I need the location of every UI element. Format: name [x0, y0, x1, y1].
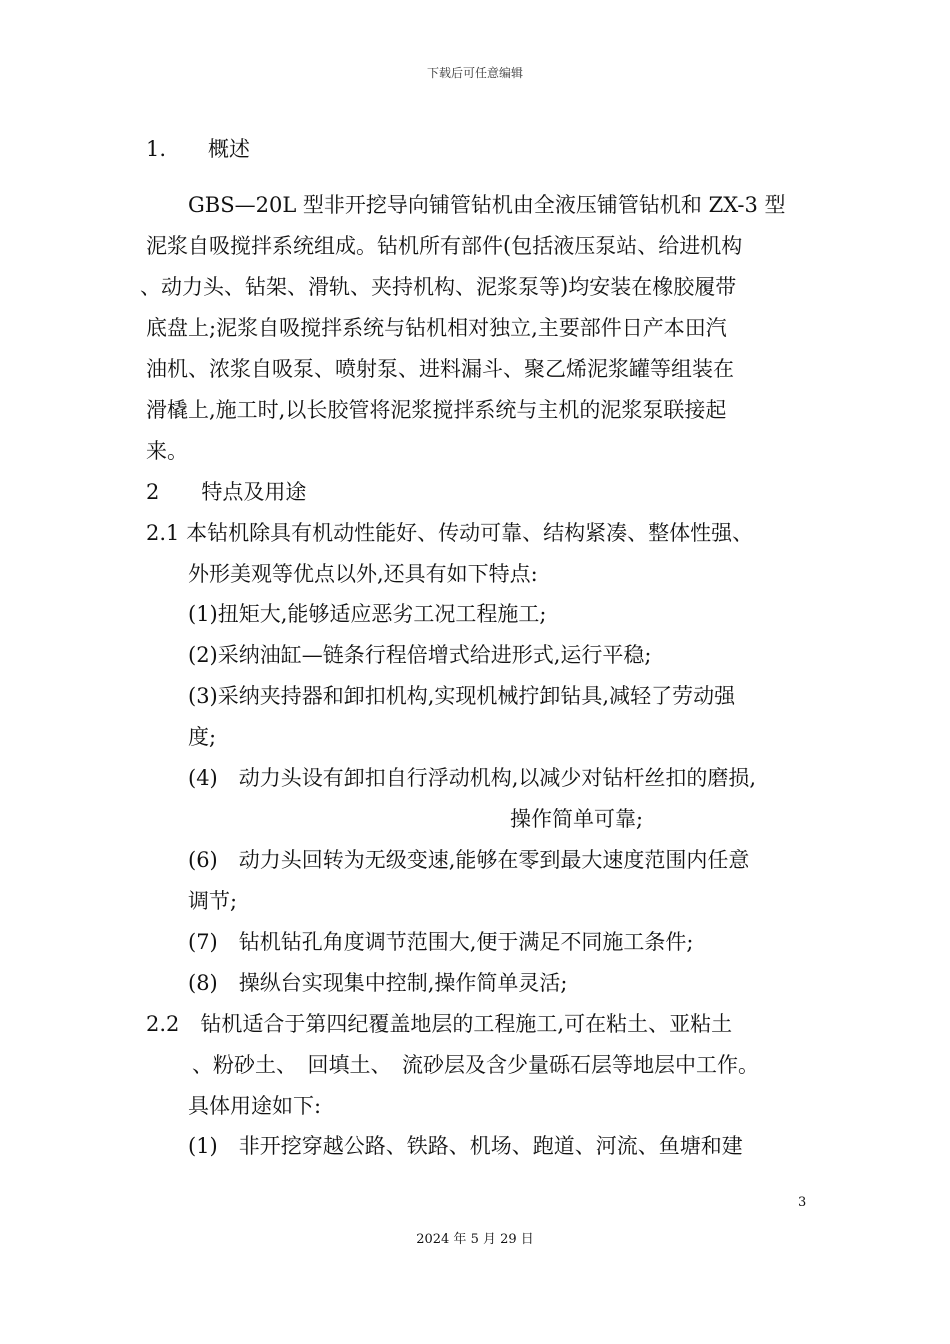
paragraph-line: 具体用途如下:	[188, 1094, 322, 1118]
section-heading-overview: 1. 概述	[146, 137, 251, 161]
paragraph-line: 外形美观等优点以外,还具有如下特点:	[188, 562, 538, 586]
footer-date: 2024 年 5 月 29 日	[416, 1232, 534, 1247]
paragraph-line: 2.1 本钻机除具有机动性能好、传动可靠、结构紧凑、整体性强、	[146, 521, 754, 545]
paragraph-line: 2.2 钻机适合于第四纪覆盖地层的工程施工,可在粘土、亚粘土	[146, 1012, 733, 1036]
list-item: (7) 钻机钻孔角度调节范围大,便于满足不同施工条件;	[188, 930, 694, 954]
list-item: (2)采纳油缸—链条行程倍增式给进形式,运行平稳;	[188, 643, 652, 667]
list-item: (1)扭矩大,能够适应恶劣工况工程施工;	[188, 602, 547, 626]
list-item-continued: 度;	[188, 725, 217, 749]
list-item: (4) 动力头设有卸扣自行浮动机构,以减少对钻杆丝扣的磨损,	[188, 766, 757, 790]
list-item: (1) 非开挖穿越公路、铁路、机场、跑道、河流、鱼塘和建	[188, 1134, 743, 1158]
paragraph-line: 来。	[146, 439, 188, 463]
list-item: (8) 操纵台实现集中控制,操作简单灵活;	[188, 971, 568, 995]
list-item-continued: 调节;	[188, 889, 238, 913]
list-item: (6) 动力头回转为无级变速,能够在零到最大速度范围内任意	[188, 848, 750, 872]
paragraph-line: 底盘上;泥浆自吸搅拌系统与钻机相对独立,主要部件日产本田汽	[146, 316, 727, 340]
paragraph-line: 、粉砂土、 回填土、 流砂层及含少量砾石层等地层中工作。	[192, 1053, 759, 1077]
paragraph-line: 滑橇上,施工时,以长胶管将泥浆搅拌系统与主机的泥浆泵联接起	[146, 398, 727, 422]
page-header: 下载后可任意编辑	[426, 66, 523, 80]
paragraph-line: 、动力头、钻架、滑轨、夹持机构、泥浆泵等)均安装在橡胶履带	[140, 275, 737, 299]
list-item-continued: 操作简单可靠;	[510, 807, 644, 831]
paragraph-line: GBS—20L 型非开挖导向铺管钻机由全液压铺管钻机和 ZX-3 型	[188, 193, 786, 217]
list-item: (3)采纳夹持器和卸扣机构,实现机械拧卸钻具,减轻了劳动强	[188, 684, 736, 708]
paragraph-line: 泥浆自吸搅拌系统组成。钻机所有部件(包括液压泵站、给进机构	[146, 234, 743, 258]
section-heading-features: 2 特点及用途	[146, 480, 307, 504]
page-number: 3	[798, 1195, 807, 1210]
paragraph-line: 油机、浓浆自吸泵、喷射泵、进料漏斗、聚乙烯泥浆罐等组装在	[146, 357, 734, 381]
